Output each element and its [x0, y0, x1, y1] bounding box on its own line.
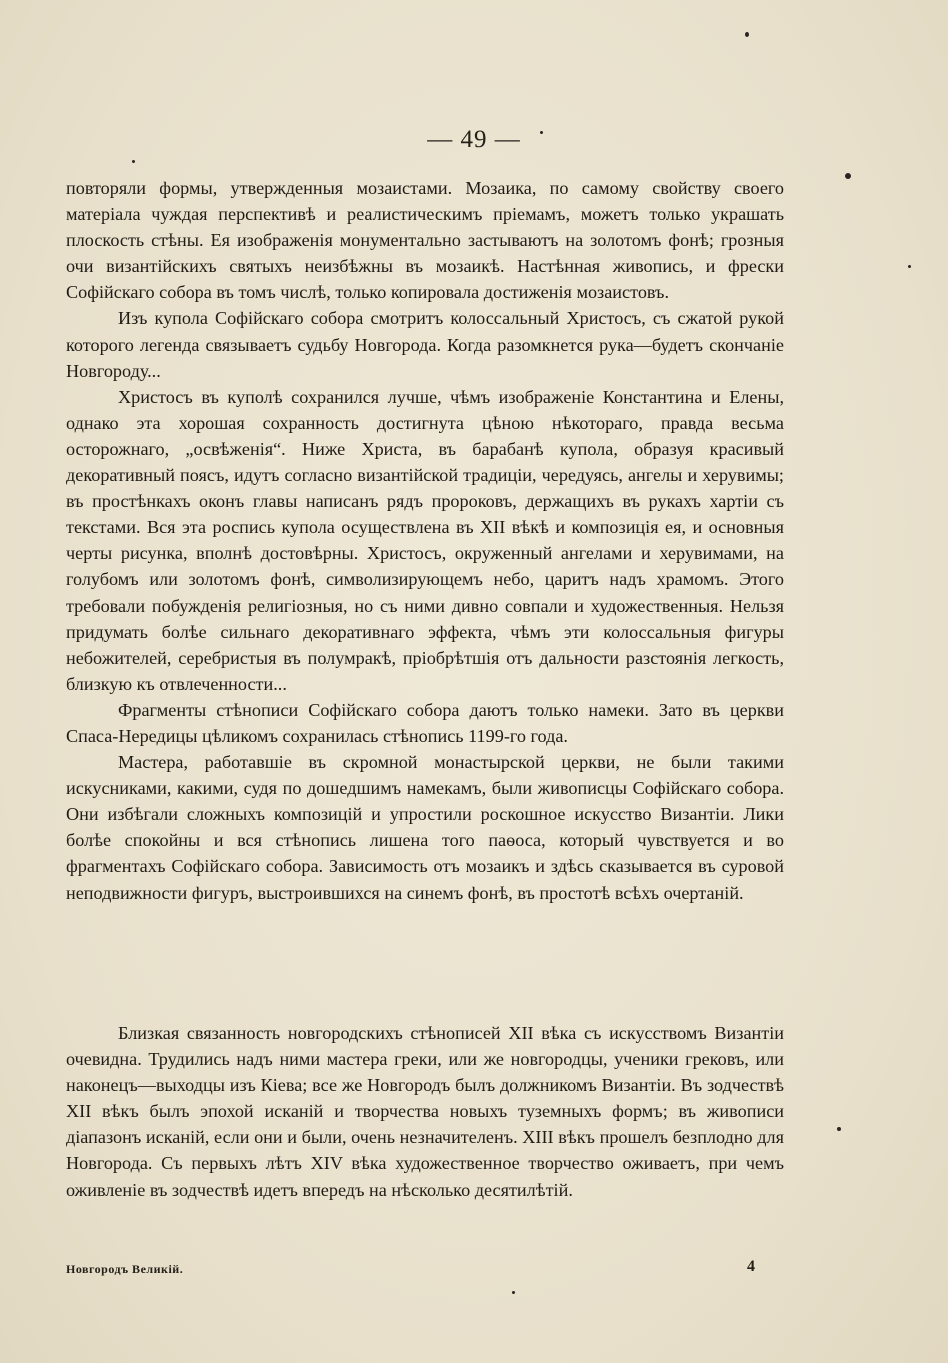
- paragraph: Мастера, работавшіе въ скромной монастырской церкви, не были такими искусниками, какими, судя по дошедшимъ намекамъ, были живописцы Софійскаго собора. Они избѣгали сложныхъ композицій и упростили роскошное искусство Византіи. Лики болѣе спокойны и вся стѣнопись лишена того паѳоса, который чувствуется и во фрагментахъ Софійскаго собора. Зависимость отъ мозаикъ и здѣсь сказывается въ суровой неподвижности фигуръ, выстроившихся на синемъ фонѣ, въ простотѣ всѣхъ очертаній.: [66, 752, 784, 903]
- signature-mark: 4: [747, 1258, 755, 1275]
- paragraph: Христосъ въ куполѣ сохранился лучше, чѣмъ изображеніе Константина и Елены, однако эта хорошая сохранность достигнута цѣною нѣкотораго, правда весьма осторожнаго, „освѣженія“. Ниже Христа, въ барабанѣ купола, образуя красивый декоративный поясъ, идутъ согласно византійской традиціи, чередуясь, ангелы и херувимы; въ простѣнкахъ оконъ главы написанъ рядъ пророковъ, держащихъ въ рукахъ хартіи съ текстами. Вся эта роспись купола осуществлена въ XII вѣкѣ и композиція ея, и основныя черты рисунка, вполнѣ достовѣрны. Христосъ, окруженный ангелами и херувимами, на голубомъ или золотомъ фонѣ, символизирующемъ небо, царитъ надъ храмомъ. Этого требовали побужденія религіозныя, но съ ними дивно совпали и художественныя. Нельзя придумать болѣе сильнаго декоративнаго эффекта, чѣмъ эти колоссальныя фигуры небожителей, серебристыя въ полумракѣ, пріобрѣтшія отъ дальности разстоянія легкость, близкую къ отвлеченности...: [66, 386, 784, 694]
- scan-speck: [512, 1291, 515, 1294]
- scan-speck: [908, 265, 911, 268]
- scan-speck: [745, 32, 749, 37]
- paragraph: Изъ купола Софійскаго собора смотритъ колоссальный Христосъ, съ сжатой рукой которого легенда связываетъ судьбу Новгорода. Когда разомкнется рука—будетъ скончаніе Новгороду...: [66, 308, 784, 381]
- paragraph: Близкая связанность новгородскихъ стѣнописей XII вѣка съ искусствомъ Византіи очевидна. Трудились надъ ними мастера греки, или же новгородцы, ученики грековъ, или наконецъ—выходцы изъ Кіева; все же Новгородъ былъ должникомъ Византіи. Въ зодчествѣ XII вѣкъ былъ эпохой исканій и творчества новыхъ туземныхъ формъ; въ живописи діапазонъ исканій, если они и были, очень незначителенъ. XIII вѣкъ прошелъ безплодно для Новгорода. Съ первыхъ лѣтъ XIV вѣка художественное творчество оживаетъ, при чемъ оживленіе въ зодчествѣ идетъ впередъ на нѣсколько десятилѣтій.: [66, 1023, 784, 1200]
- main-text-block: [66, 175, 784, 906]
- paragraph: повторяли формы, утвержденныя мозаистами. Мозаика, по самому свойству своего матеріала чуждая перспективѣ и реалистическимъ пріемамъ, можетъ только украшать плоскость стѣны. Ея изображенія монументально застываютъ на золотомъ фонѣ; грозныя очи византійскихъ святыхъ неизбѣжны въ мозаикѣ. Настѣнная живопись, и фрески Софійскаго собора въ томъ числѣ, только копировала достиженія мозаистовъ.: [66, 178, 784, 303]
- page-number: — 49 —: [427, 126, 521, 153]
- scan-speck: [845, 173, 851, 179]
- book-title-footer: Новгородъ Великій.: [66, 1262, 184, 1276]
- scan-speck: [837, 1127, 841, 1131]
- paragraph: Фрагменты стѣнописи Софійскаго собора даютъ только намеки. Зато въ церкви Спаса-Нередицы цѣликомъ сохранилась стѣнопись 1199-го года.: [66, 699, 784, 746]
- scan-speck: [132, 160, 135, 163]
- section-text-block: [66, 1020, 784, 1203]
- scan-speck: [540, 131, 543, 134]
